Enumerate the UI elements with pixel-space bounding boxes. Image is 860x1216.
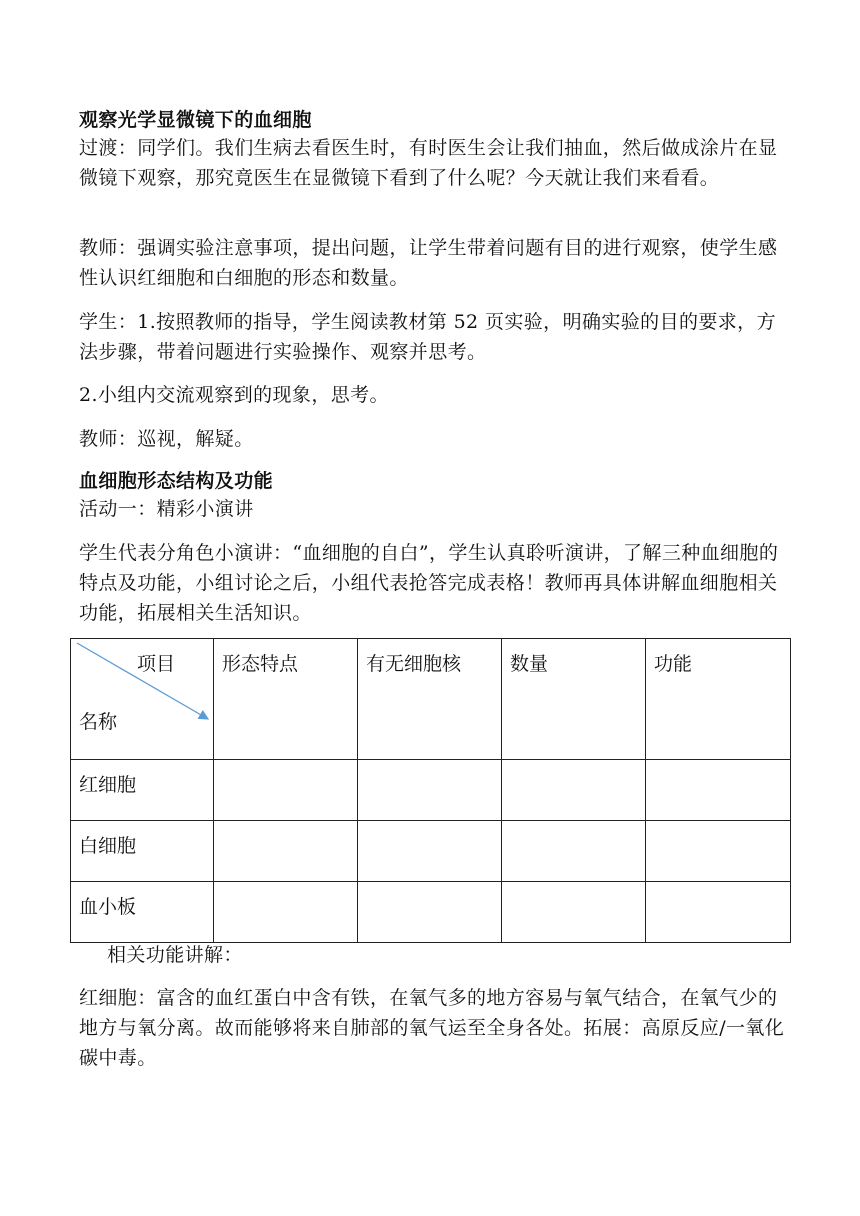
table-cell bbox=[358, 882, 502, 943]
column-header: 数量 bbox=[502, 639, 646, 760]
explain-intro: 相关功能讲解： bbox=[107, 944, 243, 966]
row-header: 血小板 bbox=[71, 882, 214, 943]
table-cell bbox=[502, 821, 646, 882]
corner-label-item: 项目 bbox=[136, 653, 175, 675]
section-heading-structure: 血细胞形态结构及功能 bbox=[79, 470, 274, 492]
table-cell bbox=[646, 821, 791, 882]
column-header: 形态特点 bbox=[214, 639, 358, 760]
table-cell bbox=[358, 821, 502, 882]
activity-title: 活动一：精彩小演讲 bbox=[79, 498, 254, 520]
row-header: 红细胞 bbox=[71, 760, 214, 821]
table-row bbox=[71, 760, 791, 821]
row-header: 白细胞 bbox=[71, 821, 214, 882]
teacher-paragraph: 教师：强调实验注意事项，提出问题，让学生带着问题有目的进行观察，使学生感性认识红细胞和白细胞的形态和数量。 bbox=[79, 237, 778, 289]
step2-paragraph: 2.小组内交流观察到的现象，思考。 bbox=[79, 384, 389, 406]
table-cell bbox=[214, 821, 358, 882]
table-cell bbox=[214, 760, 358, 821]
blood-cell-table bbox=[70, 638, 791, 943]
table-cell bbox=[646, 882, 791, 943]
table-row bbox=[71, 821, 791, 882]
column-header: 有无细胞核 bbox=[358, 639, 502, 760]
table-header-row bbox=[71, 639, 791, 760]
table-cell bbox=[358, 760, 502, 821]
table-cell bbox=[646, 760, 791, 821]
student-paragraph: 学生：1.按照教师的指导，学生阅读教材第 52 页实验，明确实验的目的要求，方法步骤，带着问题进行实验操作、观察并思考。 bbox=[79, 311, 776, 363]
activity-description: 学生代表分角色小演讲：“血细胞的自白”，学生认真聆听演讲，了解三种血细胞的特点及功能，小组讨论之后，小组代表抢答完成表格！教师再具体讲解血细胞相关功能，拓展相关生活知识。 bbox=[79, 542, 779, 624]
section-heading-microscope: 观察光学显微镜下的血细胞 bbox=[79, 109, 312, 131]
column-header: 功能 bbox=[646, 639, 791, 760]
corner-cell bbox=[71, 639, 214, 760]
rbc-explanation: 红细胞：富含的血红蛋白中含有铁，在氧气多的地方容易与氧气结合，在氧气少的地方与氧分离。故而能够将来自肺部的氧气运至全身各处。拓展：高原反应/一氧化碳中毒。 bbox=[79, 987, 785, 1069]
table-cell bbox=[502, 882, 646, 943]
table-cell bbox=[214, 882, 358, 943]
teacher-inspect-paragraph: 教师：巡视，解疑。 bbox=[79, 428, 254, 450]
table-row bbox=[71, 882, 791, 943]
corner-label-name: 名称 bbox=[79, 711, 118, 733]
table-cell bbox=[502, 760, 646, 821]
transition-paragraph: 过渡：同学们。我们生病去看医生时，有时医生会让我们抽血，然后做成涂片在显微镜下观察，那究竟医生在显微镜下看到了什么呢？今天就让我们来看看。 bbox=[79, 137, 778, 189]
